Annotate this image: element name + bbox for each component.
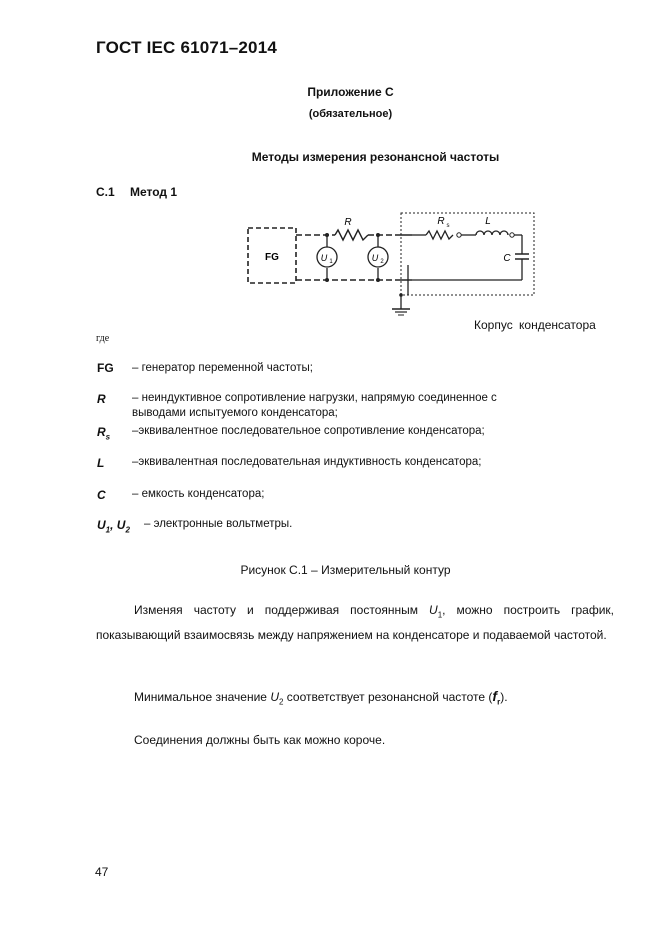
fg-label: FG: [265, 252, 279, 263]
circuit-diagram: [240, 205, 540, 320]
where-label: где: [96, 333, 110, 344]
legend-symbol: L: [97, 456, 105, 470]
appendix-status: (обязательное): [308, 108, 393, 120]
legend-symbol: R: [97, 392, 106, 406]
legend-symbol: $R_s$: [97, 425, 111, 442]
svg-text:s: s: [446, 223, 450, 229]
legend-definition: – электронные вольтметры.: [144, 518, 293, 530]
legend-definition: – генератор переменной частоты;: [132, 362, 313, 374]
svg-text:1: 1: [329, 259, 333, 265]
paragraph-plot: Изменяя частоту и поддерживая постоянным $U_1$, можно построить график, показывающий взаимосвязь между напряжением на конденсаторе и подаваемой частотой.: [96, 603, 614, 643]
hull-caption: Корпус конденсатора: [474, 318, 596, 332]
figure-caption: Рисунок С.1 – Измерительный контур: [240, 563, 451, 577]
legend-definition: –эквивалентное последовательное сопротивление конденсатора;: [132, 425, 485, 437]
legend-definition: – неиндуктивное сопротивление нагрузки, напрямую соединенное с выводами испытуемого конденсатора;: [132, 392, 497, 419]
paragraph-resonance: Минимальное значение $U_2$ соответствует резонансной частоте $(f_r)$.: [134, 688, 508, 707]
resistor-r: [335, 230, 368, 240]
inductor-l: [476, 231, 508, 235]
section-heading: [96, 185, 177, 199]
r-label: R: [344, 217, 352, 228]
legend-symbol: FG: [97, 361, 114, 375]
appendix-heading: Методы измерения резонансной частоты: [251, 150, 500, 164]
legend-definition: –эквивалентная последовательная индуктивность конденсатора;: [132, 456, 482, 468]
paragraph-connections: Соединения должны быть как можно короче.: [134, 733, 386, 747]
svg-text:L: L: [485, 216, 491, 227]
appendix-title: Приложение С: [307, 85, 394, 99]
page-number: 47: [95, 865, 109, 879]
section-title: Метод 1: [130, 185, 178, 199]
standard-designation: ГОСТ IEC 61071–2014: [96, 38, 278, 57]
svg-text:U: U: [371, 253, 379, 263]
legend-symbol: C: [97, 488, 106, 502]
svg-text:R: R: [437, 216, 445, 227]
section-number: С.1: [96, 185, 115, 199]
resistor-rs: [426, 231, 453, 239]
svg-text:C: C: [503, 253, 511, 264]
legend-symbol: $U_1$, $U_2$: [97, 518, 130, 535]
svg-text:U: U: [320, 253, 328, 263]
legend-definition: – емкость конденсатора;: [132, 488, 265, 500]
capacitor-hull: [401, 213, 534, 295]
svg-text:2: 2: [380, 259, 384, 265]
